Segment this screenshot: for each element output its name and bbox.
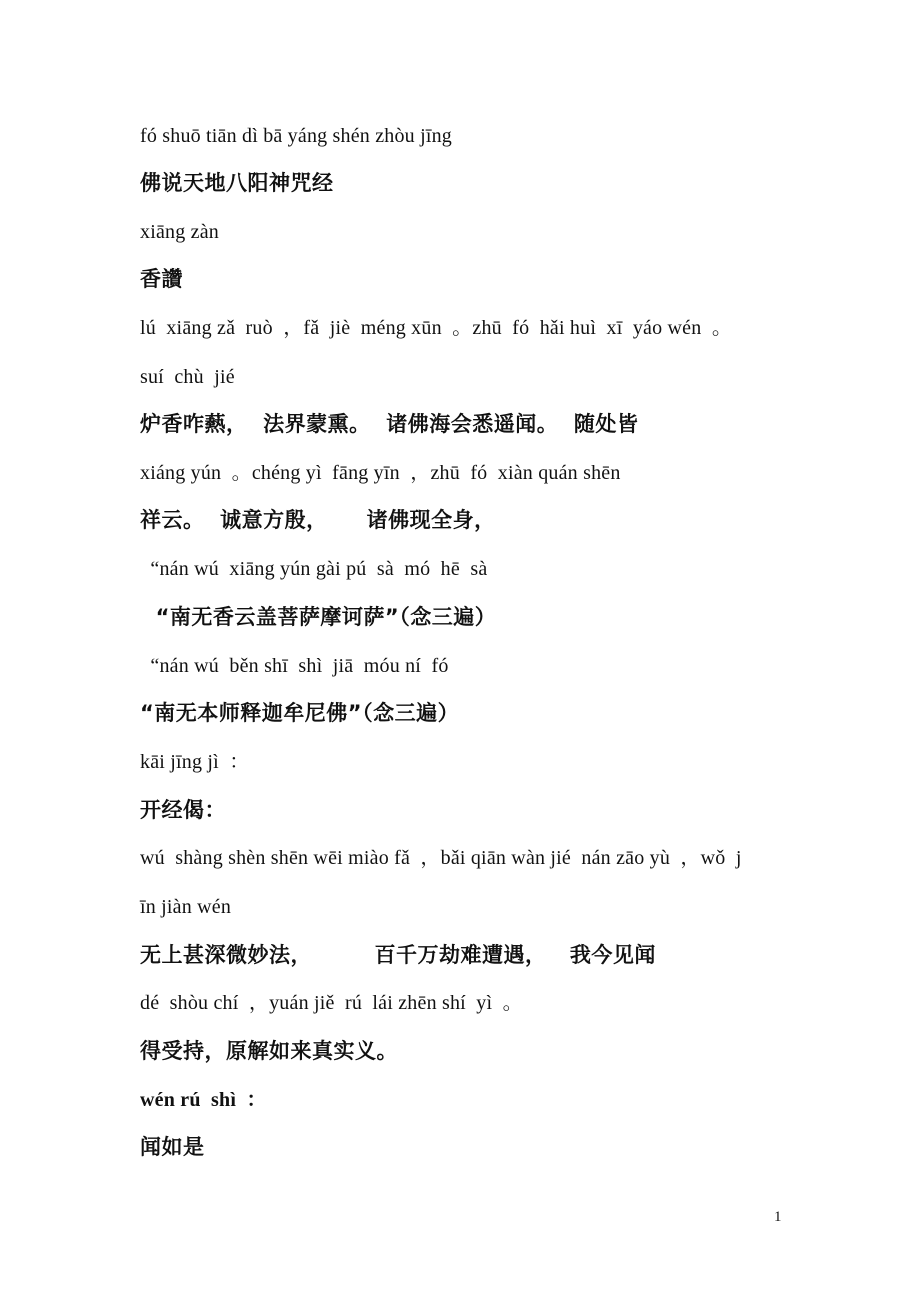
page-number: 1 — [774, 1209, 782, 1225]
pinyin-line: kāi jīng jì ： — [140, 751, 250, 773]
chinese-invocation-line: “南无本师释迦牟尼佛”（念三遍） — [140, 701, 460, 725]
chinese-verse-line: 无上甚深微妙法， 百千万劫难遭遇， 我今见闻 — [140, 943, 656, 967]
pinyin-line: xiáng yún 。chéng yì fāng yīn ，zhū fó xiàn quán shēn — [140, 462, 621, 484]
pinyin-line: xiāng zàn — [140, 221, 219, 243]
sutra-title: 佛说天地八阳神咒经 — [140, 171, 334, 195]
pinyin-line: “nán wú běn shī shì jiā móu ní fó — [140, 655, 449, 677]
section-heading: 香讚 — [140, 267, 183, 291]
pinyin-line: lú xiāng zǎ ruò ，fǎ jiè méng xūn 。zhū fó hǎi huì xī yáo wén 。 — [140, 317, 733, 339]
chinese-verse-line: 祥云。 诚意方殷， 诸佛现全身， — [140, 508, 496, 532]
chinese-verse-line: 闻如是 — [140, 1135, 205, 1159]
pinyin-title-line: fó shuō tiān dì bā yáng shén zhòu jīng — [140, 125, 452, 147]
pinyin-line: suí chù jié — [140, 366, 235, 388]
pinyin-line: wú shàng shèn shēn wēi miào fǎ ，bǎi qiān wàn jié nán zāo yù ，wǒ j — [140, 847, 742, 869]
chinese-invocation-line: “南无香云盖菩萨摩诃萨”（念三遍） — [140, 605, 497, 629]
chinese-verse-line: 得受持，原解如来真实义。 — [140, 1039, 398, 1063]
pinyin-line: īn jiàn wén — [140, 896, 232, 918]
pinyin-line: dé shòu chí ，yuán jiě rú lái zhēn shí yì 。 — [140, 992, 523, 1014]
chinese-verse-line: 炉香咋爇， 法界蒙熏。 诸佛海会悉遥闻。 随处皆 — [140, 412, 639, 436]
pinyin-line: wén rú shì ： — [140, 1089, 267, 1111]
pinyin-line: “nán wú xiāng yún gài pú sà mó hē sà — [140, 558, 488, 580]
section-heading: 开经偈： — [140, 798, 226, 822]
